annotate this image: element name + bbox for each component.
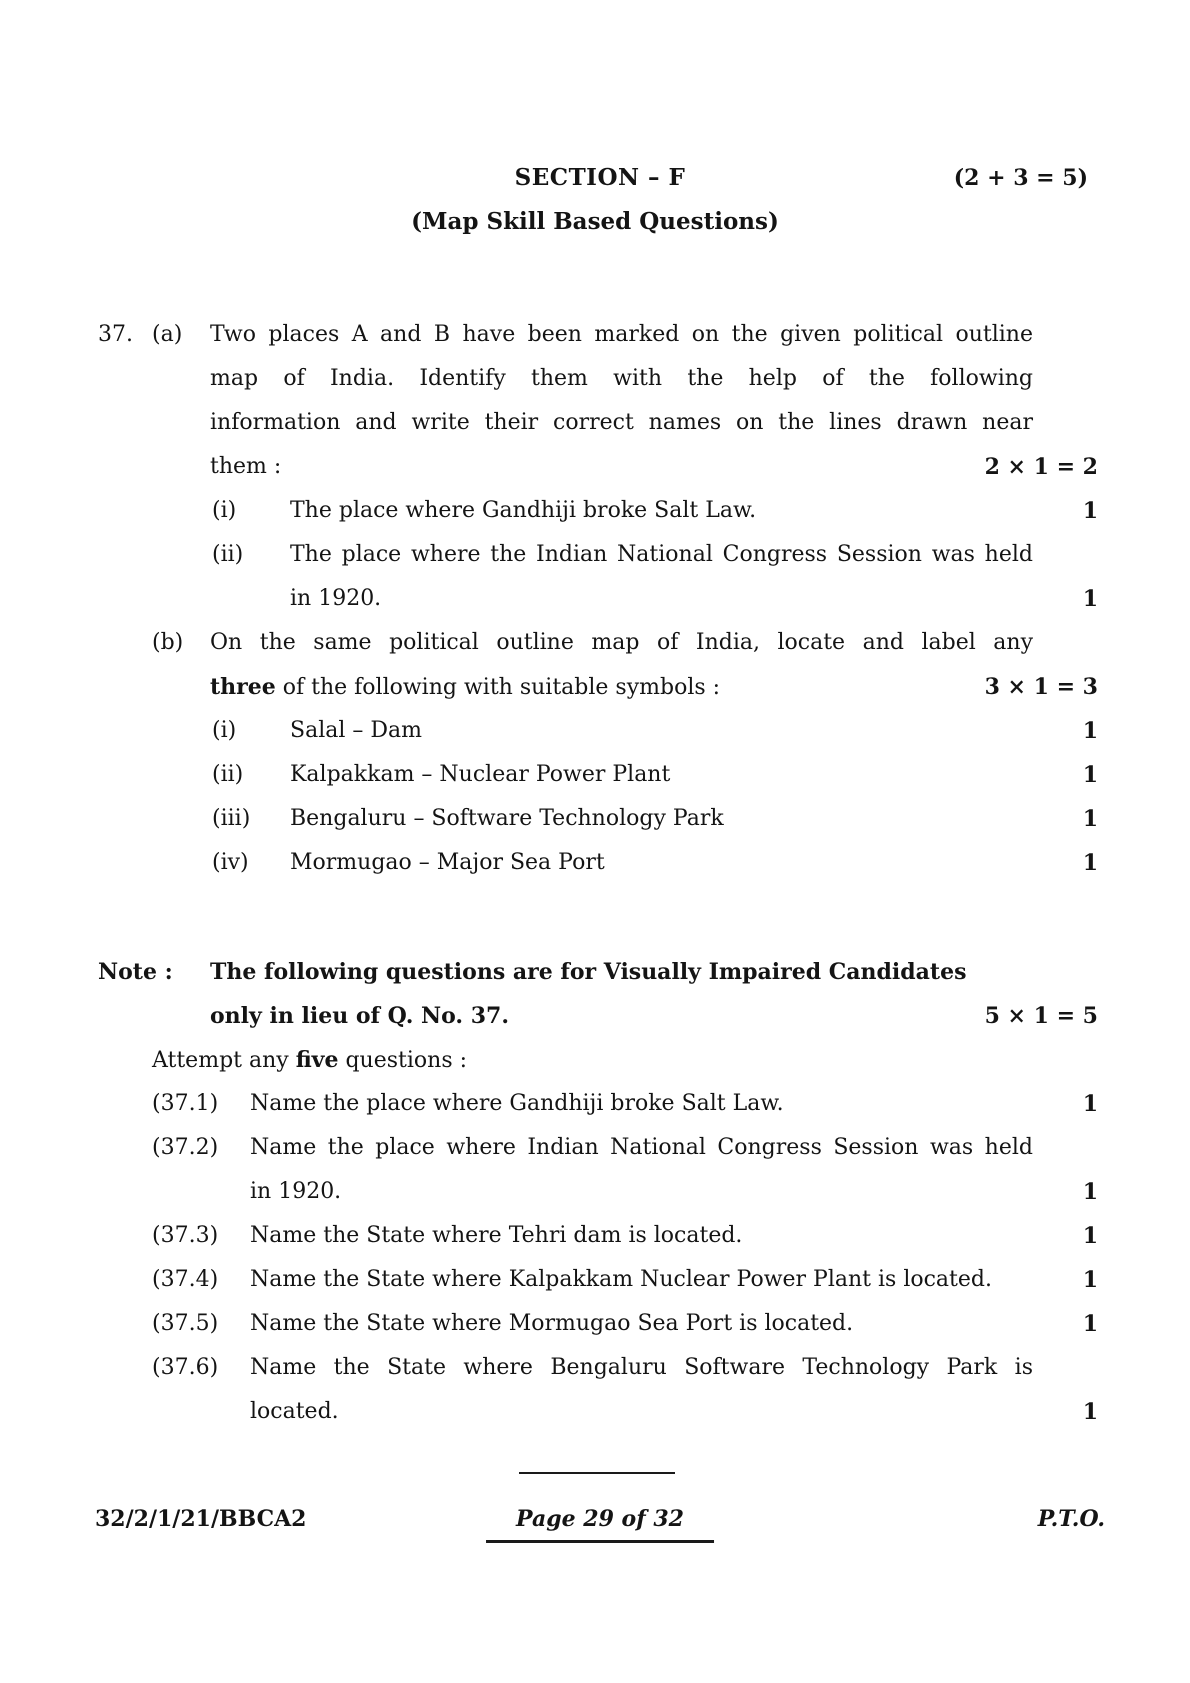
note-line-2-text bbox=[210, 994, 509, 1039]
q37b-item-iii bbox=[98, 797, 1098, 841]
note-line-1 bbox=[98, 950, 1098, 994]
q37a-line-2-text bbox=[210, 357, 1033, 401]
q37a-line-1 bbox=[98, 313, 1098, 357]
q37-5-marks: 1 bbox=[1082, 1311, 1098, 1337]
q37-1-label: (37.1) bbox=[152, 1091, 219, 1116]
text-part: Mormugao – Major Sea Port bbox=[290, 850, 605, 875]
q37a-item-ii-line-2-marks: 1 bbox=[1082, 586, 1098, 612]
q37a-line-3 bbox=[98, 401, 1098, 445]
q37b-line-2-text bbox=[210, 665, 720, 710]
q37b-item-iv-text bbox=[290, 841, 605, 885]
text-part: Name the place where Gandhiji broke Salt Law. bbox=[250, 1091, 784, 1116]
q37-3-text bbox=[250, 1214, 742, 1258]
section-subtitle: (Map Skill Based Questions) bbox=[411, 208, 779, 235]
q37a-item-ii-line-1 bbox=[98, 533, 1098, 577]
q37a-line-3-text bbox=[210, 401, 1033, 445]
text-part: in 1920. bbox=[290, 586, 382, 611]
q37a-line-2 bbox=[98, 357, 1098, 401]
text-part: information and write their correct names on the lines drawn near bbox=[210, 410, 1033, 435]
q37-5-label: (37.5) bbox=[152, 1311, 219, 1336]
q37b-item-iv bbox=[98, 841, 1098, 885]
text-part: Name the State where Kalpakkam Nuclear Power Plant is located. bbox=[250, 1267, 992, 1292]
q37-1-marks: 1 bbox=[1082, 1091, 1098, 1117]
q37a-line-4-marks: 2 × 1 = 2 bbox=[984, 454, 1098, 480]
page-footer bbox=[95, 1504, 1105, 1548]
q37-5 bbox=[98, 1302, 1098, 1346]
q37-6-line-2-marks: 1 bbox=[1082, 1399, 1098, 1425]
q37-3-marks: 1 bbox=[1082, 1223, 1098, 1249]
q37a-line-1-label: (a) bbox=[152, 322, 183, 347]
q37a-item-i-marks: 1 bbox=[1082, 498, 1098, 524]
q37-4 bbox=[98, 1258, 1098, 1302]
text-part: questions : bbox=[338, 1048, 468, 1073]
end-divider-rule bbox=[519, 1472, 675, 1474]
q37b-line-1-label: (b) bbox=[152, 630, 184, 655]
text-part: Name the place where Indian National Congress Session was held bbox=[250, 1135, 1033, 1160]
q37-2-line-2-marks: 1 bbox=[1082, 1179, 1098, 1205]
q37-4-label: (37.4) bbox=[152, 1267, 219, 1292]
text-part: Kalpakkam – Nuclear Power Plant bbox=[290, 762, 671, 787]
q37a-line-4 bbox=[98, 445, 1098, 489]
q37-2-line-2 bbox=[98, 1170, 1098, 1214]
pto-label: P.T.O. bbox=[1037, 1506, 1105, 1532]
text-part: On the same political outline map of India, locate and label any bbox=[210, 630, 1033, 655]
q37b-item-ii-label: (ii) bbox=[212, 762, 244, 787]
text-part: them : bbox=[210, 454, 282, 479]
q37b-item-i-label: (i) bbox=[212, 718, 237, 743]
text-part: The place where the Indian National Congress Session was held bbox=[290, 542, 1033, 567]
text-part: The following questions are for Visually Impaired Candidates bbox=[210, 959, 967, 985]
text-part: Bengaluru – Software Technology Park bbox=[290, 806, 724, 831]
q37b-item-ii bbox=[98, 753, 1098, 797]
attempt-instruction-text bbox=[152, 1038, 467, 1083]
q37a-item-i bbox=[98, 489, 1098, 533]
q37b-item-i-text bbox=[290, 709, 422, 753]
q37-6-line-2-text bbox=[250, 1390, 339, 1434]
text-part: Name the State where Tehri dam is located. bbox=[250, 1223, 743, 1248]
q37-4-marks: 1 bbox=[1082, 1267, 1098, 1293]
q37a-item-i-text bbox=[290, 489, 756, 533]
q37b-item-iii-text bbox=[290, 797, 724, 841]
q37-2-line-1-text bbox=[250, 1126, 1033, 1170]
text-part: Two places A and B have been marked on the given political outline bbox=[210, 322, 1033, 347]
text-part: five bbox=[295, 1047, 339, 1073]
section-title-row bbox=[98, 164, 1102, 192]
q37b-item-i bbox=[98, 709, 1098, 753]
q37b-item-iv-marks: 1 bbox=[1082, 850, 1098, 876]
q37b-line-1-text bbox=[210, 621, 1033, 665]
text-part: three bbox=[210, 674, 276, 700]
text-part: The place where Gandhiji broke Salt Law. bbox=[290, 498, 757, 523]
page-number-wrap bbox=[486, 1504, 714, 1543]
text-part: Name the State where Mormugao Sea Port is located. bbox=[250, 1311, 854, 1336]
q37-6-line-1 bbox=[98, 1346, 1098, 1390]
q37-6-line-1-label: (37.6) bbox=[152, 1355, 219, 1380]
note-line-1-label: Note : bbox=[98, 959, 173, 985]
note-line-2-marks: 5 × 1 = 5 bbox=[984, 1003, 1098, 1029]
paper-code: 32/2/1/21/BBCA2 bbox=[95, 1506, 307, 1532]
q37-3-label: (37.3) bbox=[152, 1223, 219, 1248]
q37-6-line-1-text bbox=[250, 1346, 1033, 1390]
q37b-line-2 bbox=[98, 665, 1098, 709]
q37-2-line-2-text bbox=[250, 1170, 341, 1214]
text-part: Name the State where Bengaluru Software Technology Park is bbox=[250, 1355, 1033, 1380]
question-body bbox=[98, 313, 1098, 1434]
text-part: of the following with suitable symbols : bbox=[275, 675, 721, 700]
text-part: only in lieu of Q. No. 37. bbox=[210, 1003, 510, 1029]
text-part: in 1920. bbox=[250, 1179, 342, 1204]
text-part: Salal – Dam bbox=[290, 718, 422, 743]
q37-2-line-1-label: (37.2) bbox=[152, 1135, 219, 1160]
q37a-item-ii-line-1-text bbox=[290, 533, 1033, 577]
text-part: Attempt any bbox=[152, 1048, 296, 1073]
q37a-item-ii-line-2 bbox=[98, 577, 1098, 621]
q37a-item-ii-line-2-text bbox=[290, 577, 381, 621]
q37b-item-i-marks: 1 bbox=[1082, 718, 1098, 744]
q37-4-text bbox=[250, 1258, 992, 1302]
q37b-line-2-marks: 3 × 1 = 3 bbox=[984, 674, 1098, 700]
note-line-2 bbox=[98, 994, 1098, 1038]
q37a-line-4-text bbox=[210, 445, 281, 489]
q37-6-line-2 bbox=[98, 1390, 1098, 1434]
q37b-item-iv-label: (iv) bbox=[212, 850, 249, 875]
section-title: SECTION – F bbox=[514, 164, 686, 191]
page-number: Page 29 of 32 bbox=[486, 1504, 714, 1543]
q37a-item-i-label: (i) bbox=[212, 498, 237, 523]
text-part: located. bbox=[250, 1399, 339, 1424]
q37-2-line-1 bbox=[98, 1126, 1098, 1170]
q37b-item-ii-text bbox=[290, 753, 670, 797]
q37-5-text bbox=[250, 1302, 853, 1346]
q37a-line-1-label: 37. bbox=[98, 322, 133, 347]
q37-1 bbox=[98, 1082, 1098, 1126]
q37a-line-1-text bbox=[210, 313, 1033, 357]
q37-1-text bbox=[250, 1082, 784, 1126]
q37-3 bbox=[98, 1214, 1098, 1258]
q37b-item-iii-marks: 1 bbox=[1082, 806, 1098, 832]
q37b-item-iii-label: (iii) bbox=[212, 806, 251, 831]
section-header bbox=[0, 0, 1190, 236]
q37b-line-1 bbox=[98, 621, 1098, 665]
note-line-1-text bbox=[210, 950, 966, 995]
section-marks: (2 + 3 = 5) bbox=[953, 165, 1088, 191]
text-part: map of India. Identify them with the help of the following bbox=[210, 366, 1033, 391]
q37a-item-ii-line-1-label: (ii) bbox=[212, 542, 244, 567]
q37b-item-ii-marks: 1 bbox=[1082, 762, 1098, 788]
attempt-instruction bbox=[98, 1038, 1098, 1082]
